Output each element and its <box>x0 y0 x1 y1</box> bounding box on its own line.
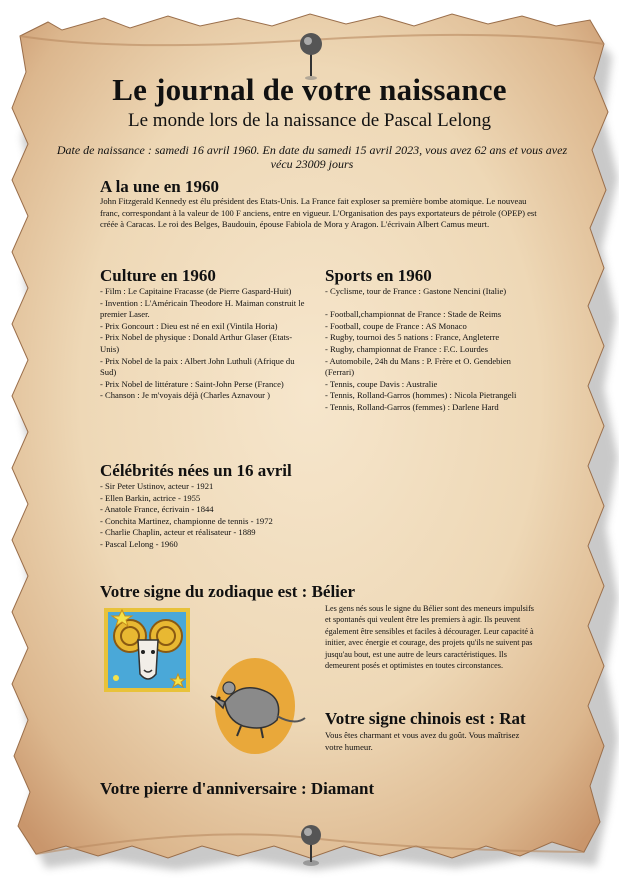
celebrities-title: Célébrités nées un 16 avril <box>100 461 292 480</box>
zodiac-title: Votre signe du zodiaque est : Bélier <box>100 582 355 601</box>
aries-ram-icon <box>104 604 192 694</box>
list-spacer <box>325 298 541 310</box>
zodiac-text: Les gens nés sous le signe du Bélier sont des meneurs impulsifs et spontanés qui veulent être les premiers à agir. Ils peuvent également être sensibles et faciles à décourager. Leur capacité à initier, avec énergie et courage, des projets qu'ils ne suivent pas jusqu'au bout, est une autre de leurs caractéristiques. Ils demeurent posés et optimistes en toutes circonstances. <box>325 604 534 671</box>
page-title: Le journal de votre naissance <box>112 72 507 107</box>
list-item: - Cyclisme, tour de France : Gastone Nencini (Italie) <box>325 286 507 296</box>
chinese-sign-title: Votre signe chinois est : Rat <box>325 709 526 728</box>
rat-icon <box>205 656 307 756</box>
list-item: - Chanson : Je m'voyais déjà (Charles Aznavour ) <box>100 390 271 401</box>
list-item: - Prix Nobel de physique : Donald Arthur Glaser (Etats-Unis) <box>100 332 293 354</box>
list-item: - Invention : L'Américain Theodore H. Maiman construit le premier Laser. <box>100 297 305 320</box>
list-item: - Tennis, coupe Davis : Australie <box>325 378 438 389</box>
celebrities-list <box>100 481 360 551</box>
list-item: - Anatole France, écrivain - 1844 <box>100 504 214 515</box>
list-item: - Sir Peter Ustinov, acteur - 1921 <box>100 481 214 491</box>
list-item: - Conchita Martinez, championne de tennis - 1972 <box>100 515 273 526</box>
list-item: - Pascal Lelong - 1960 <box>100 538 178 549</box>
list-item: - Rugby, championnat de France : F.C. Lourdes <box>325 343 488 354</box>
list-item: - Prix Nobel de la paix : Albert John Luthuli (Afrique du Sud) <box>100 355 295 378</box>
birth-date-line: Date de naissance : samedi 16 avril 1960. En date du samedi 15 avril 2023, vous avez 62 ans et vous avez vécu 23009 jours <box>56 143 568 171</box>
chinese-sign-text: Vous êtes charmant et vous avez du goût. Vous maîtrisez votre humeur. <box>325 730 520 752</box>
culture-title: Culture en 1960 <box>100 266 216 285</box>
page-subtitle: Le monde lors de la naissance de Pascal Lelong <box>128 110 491 131</box>
list-item: - Football,championnat de France : Stade de Reims <box>325 309 502 320</box>
list-item: - Automobile, 24h du Mans : P. Frère et O. Gendebien (Ferrari) <box>325 355 511 378</box>
birthstone-title: Votre pierre d'anniversaire : Diamant <box>100 779 375 798</box>
list-item: - Rugby, tournoi des 5 nations : France, Angleterre <box>325 332 500 343</box>
sports-list <box>325 286 541 414</box>
headline-title: A la une en 1960 <box>100 177 220 196</box>
list-item: - Tennis, Rolland-Garros (hommes) : Nicola Pietrangeli <box>325 390 517 401</box>
headline-text: John Fitzgerald Kennedy est élu président des Etats-Unis. La France fait exploser sa première bombe atomique. Le nouveau franc, correspondant à la valeur de 100 F anciens, entre en vigueur. L'Organisation des pays exportateurs de pétrole (OPEP) est créée à Caracas. Le roi des Belges, Baudouin, épouse Fabiola de Mora y Aragon. L'écrivain Albert Camus meurt. <box>100 196 537 230</box>
list-item: - Film : Le Capitaine Fracasse (de Pierre Gaspard-Huit) <box>100 286 292 296</box>
list-item: - Ellen Barkin, actrice - 1955 <box>100 492 201 503</box>
list-item: - Football, coupe de France : AS Monaco <box>325 320 467 331</box>
list-item: - Tennis, Rolland-Garros (femmes) : Darlene Hard <box>325 401 499 412</box>
list-item: - Prix Nobel de littérature : Saint-John Perse (France) <box>100 378 284 389</box>
list-item: - Charlie Chaplin, acteur et réalisateur - 1889 <box>100 527 256 538</box>
list-item: - Prix Goncourt : Dieu est né en exil (Vintila Horia) <box>100 320 278 331</box>
sports-title: Sports en 1960 <box>325 266 432 285</box>
culture-list <box>100 286 306 402</box>
